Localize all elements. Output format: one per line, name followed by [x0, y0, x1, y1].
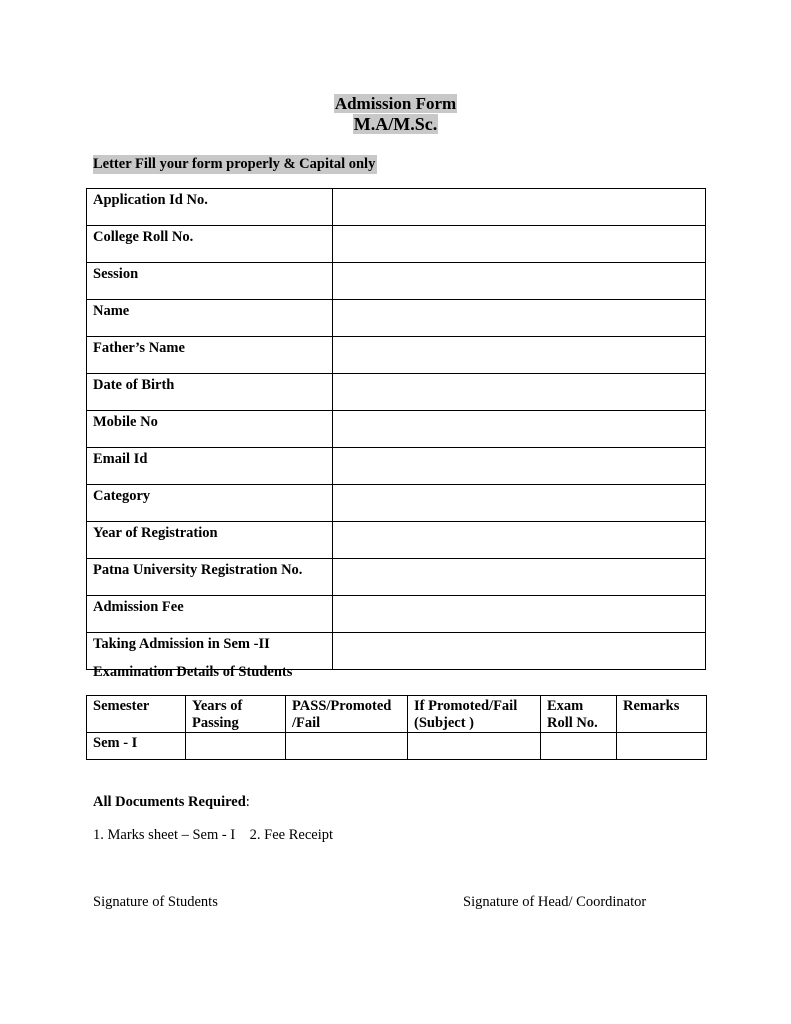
- college-roll-field[interactable]: [333, 226, 705, 262]
- year-of-registration-cell[interactable]: [333, 522, 706, 559]
- field-label: Mobile No: [87, 411, 333, 448]
- sem-ii-admission-cell[interactable]: [333, 633, 706, 670]
- exam-roll-no-cell[interactable]: [541, 733, 617, 760]
- exam-header-row: [87, 696, 707, 733]
- remarks-cell[interactable]: [617, 733, 707, 760]
- column-header-line: /Fail: [292, 715, 321, 731]
- date-of-birth-cell[interactable]: [333, 374, 706, 411]
- column-header-years-of-passing: [186, 696, 286, 733]
- column-header-pass-status: [286, 696, 408, 733]
- session-cell[interactable]: [333, 263, 706, 300]
- field-row: [87, 411, 706, 448]
- years-of-passing-field[interactable]: [186, 733, 289, 759]
- field-label: Father’s Name: [87, 337, 333, 374]
- years-of-passing-cell[interactable]: [186, 733, 286, 760]
- column-header-remarks: [617, 696, 707, 733]
- name-field[interactable]: [333, 300, 705, 336]
- sem-ii-admission-field[interactable]: [333, 633, 705, 669]
- mobile-no-cell[interactable]: [333, 411, 706, 448]
- registration-no-cell[interactable]: [333, 559, 706, 596]
- form-title: [0, 94, 791, 114]
- field-row: [87, 337, 706, 374]
- pass-status-cell[interactable]: [286, 733, 408, 760]
- field-label: Patna University Registration No.: [87, 559, 333, 596]
- column-header-line: Roll No.: [547, 715, 598, 731]
- subject-cell[interactable]: [408, 733, 541, 760]
- column-header-exam-roll-no: [541, 696, 617, 733]
- table-row: [87, 733, 707, 760]
- email-id-cell[interactable]: [333, 448, 706, 485]
- student-info-table: [86, 188, 706, 670]
- field-row: [87, 374, 706, 411]
- form-title-text: Admission Form: [334, 94, 457, 113]
- field-label: Year of Registration: [87, 522, 333, 559]
- field-row: [87, 189, 706, 226]
- field-label: Email Id: [87, 448, 333, 485]
- name-cell[interactable]: [333, 300, 706, 337]
- category-cell[interactable]: [333, 485, 706, 522]
- remarks-field[interactable]: [617, 733, 710, 759]
- column-header-subject: [408, 696, 541, 733]
- field-row: [87, 485, 706, 522]
- documents-list: 1. Marks sheet – Sem - I 2. Fee Receipt: [93, 827, 334, 843]
- exam-details-table: [86, 695, 707, 760]
- application-id-cell[interactable]: [333, 189, 706, 226]
- father-name-cell[interactable]: [333, 337, 706, 374]
- field-label: Date of Birth: [87, 374, 333, 411]
- field-label: Taking Admission in Sem -II: [87, 633, 333, 670]
- instruction-note: Letter Fill your form properly & Capital only: [93, 156, 376, 172]
- documents-heading-colon: :: [245, 794, 250, 810]
- column-header-line: Passing: [192, 715, 239, 731]
- column-header-line: Exam: [547, 698, 584, 714]
- admission-fee-field[interactable]: [333, 596, 705, 632]
- college-roll-cell[interactable]: [333, 226, 706, 263]
- father-name-field[interactable]: [333, 337, 705, 373]
- field-row: [87, 448, 706, 485]
- coordinator-signature-label: Signature of Head/ Coordinator: [463, 894, 647, 910]
- field-row: [87, 559, 706, 596]
- admission-fee-cell[interactable]: [333, 596, 706, 633]
- field-label: Application Id No.: [87, 189, 333, 226]
- semester-cell: Sem - I: [87, 733, 186, 760]
- pass-status-field[interactable]: [286, 733, 411, 759]
- category-field[interactable]: [333, 485, 705, 521]
- field-row: [87, 263, 706, 300]
- column-header-line: If Promoted/Fail: [414, 698, 518, 714]
- student-signature-label: Signature of Students: [93, 894, 218, 910]
- column-header-line: (Subject ): [414, 715, 475, 731]
- column-header-line: Years of: [192, 698, 243, 714]
- date-of-birth-field[interactable]: [333, 374, 705, 410]
- field-row: [87, 300, 706, 337]
- column-header-line: PASS/Promoted: [292, 698, 392, 714]
- session-field[interactable]: [333, 263, 705, 299]
- documents-heading: [93, 793, 250, 811]
- year-of-registration-field[interactable]: [333, 522, 705, 558]
- field-label: College Roll No.: [87, 226, 333, 263]
- field-row: [87, 522, 706, 559]
- registration-no-field[interactable]: [333, 559, 705, 595]
- column-header-line: Remarks: [623, 698, 680, 714]
- subject-field[interactable]: [408, 733, 544, 759]
- field-label: Category: [87, 485, 333, 522]
- exam-roll-no-field[interactable]: [541, 733, 620, 759]
- mobile-no-field[interactable]: [333, 411, 705, 447]
- field-row: [87, 226, 706, 263]
- application-id-field[interactable]: [333, 189, 705, 225]
- email-id-field[interactable]: [333, 448, 705, 484]
- column-header-semester: [87, 696, 186, 733]
- documents-heading-text: All Documents Required: [93, 794, 246, 810]
- form-subtitle-text: M.A/M.Sc.: [353, 114, 438, 134]
- field-row: [87, 596, 706, 633]
- field-label: Name: [87, 300, 333, 337]
- field-label: Session: [87, 263, 333, 300]
- column-header-line: Semester: [93, 698, 150, 714]
- form-subtitle: [0, 114, 791, 135]
- field-label: Admission Fee: [87, 596, 333, 633]
- exam-details-heading: Examination Details of Students: [93, 664, 293, 680]
